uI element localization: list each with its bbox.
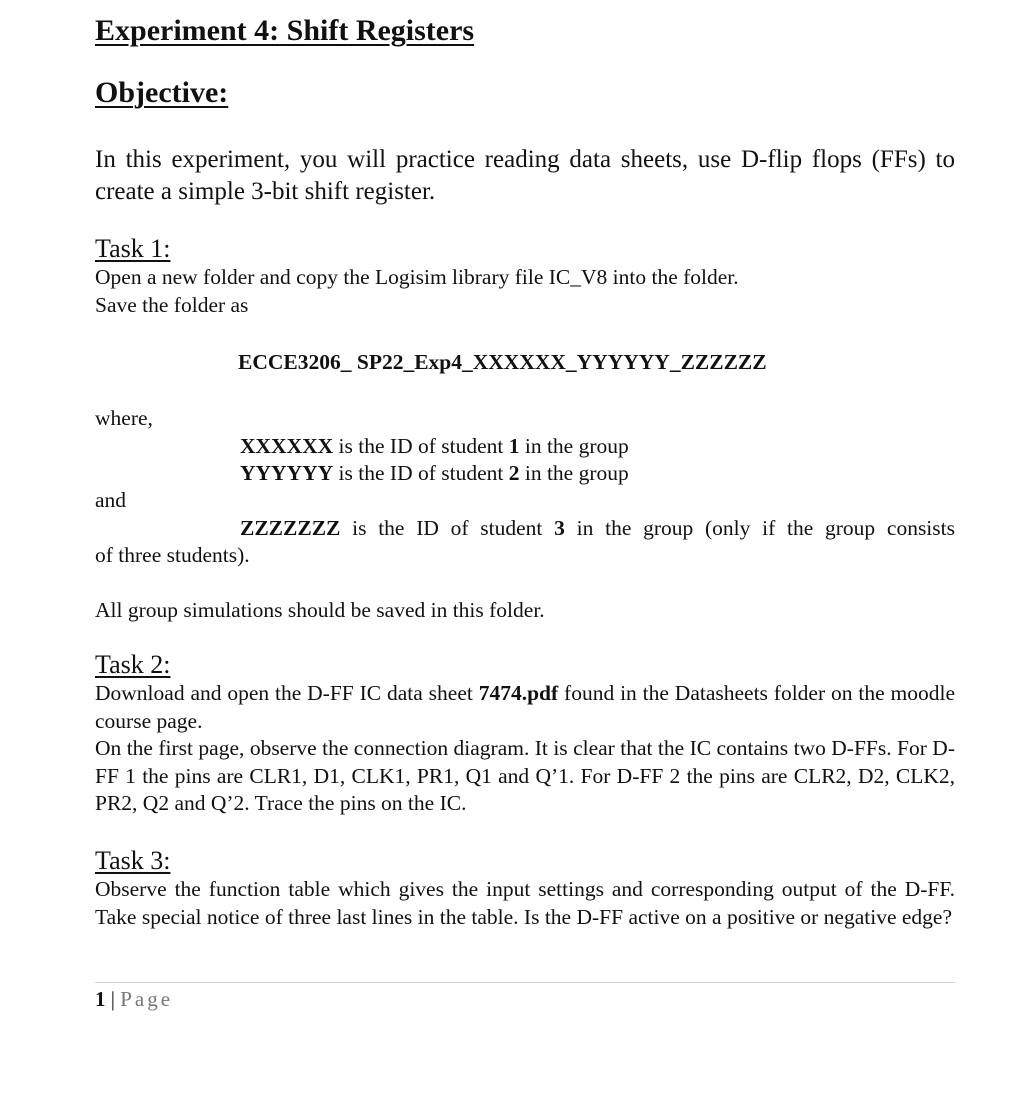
document-title: Experiment 4: Shift Registers xyxy=(95,14,475,47)
task3-section xyxy=(95,846,955,931)
and-label: and xyxy=(95,488,127,512)
task1-section xyxy=(95,234,955,319)
y-num: 2 xyxy=(508,461,520,485)
objective-paragraph: In this experiment, you will practice reading data sheets, use D-flip flops (FFs) to create a simple 3-bit shift register. xyxy=(95,146,955,205)
x-code: XXXXXX xyxy=(240,434,334,458)
student1-id-line xyxy=(240,433,629,461)
z-text-a: is the ID of student xyxy=(340,516,555,540)
task1-title: Task 1: xyxy=(95,234,171,263)
task2-p1-b: found in the Datasheets folder on the moodle course page. xyxy=(95,681,955,733)
student3-continuation: of three students). xyxy=(95,543,250,567)
task3-title: Task 3: xyxy=(95,846,171,875)
x-text-a: is the ID of student xyxy=(333,434,509,458)
z-num: 3 xyxy=(554,516,565,540)
student2-id-line xyxy=(240,460,629,488)
z-text-b: in the group (only if the group consists xyxy=(564,516,955,540)
task3-paragraph: Observe the function table which gives the input settings and corresponding output of the D-FF. Take special notice of three last lines in the table. Is the D-FF active on a positive or negative edge? xyxy=(95,877,955,929)
task2-title: Task 2: xyxy=(95,650,171,679)
z-code: ZZZZZZZ xyxy=(240,516,341,540)
x-text-b: in the group xyxy=(519,434,629,458)
y-code: YYYYYY xyxy=(240,461,334,485)
task1-line1: Open a new folder and copy the Logisim library file IC_V8 into the folder. xyxy=(95,265,739,289)
y-text-b: in the group xyxy=(519,461,629,485)
task1-line2: Save the folder as xyxy=(95,292,249,317)
student3-id-line xyxy=(240,515,955,543)
task2-paragraph1 xyxy=(95,680,955,735)
task2-paragraph2: On the first page, observe the connection diagram. It is clear that the IC contains two D-FFs. For D-FF 1 the pins are CLR1, D1, CLK1, PR1, Q1 and Q’1. For D-FF 2 the pins are CLR2, D2, CLK2, PR2, Q2 and Q’2. Trace the pins on the IC. xyxy=(95,736,955,815)
page-number: 1 xyxy=(95,987,106,1011)
objective-heading: Objective: xyxy=(95,76,229,109)
footer-divider xyxy=(95,982,955,983)
y-text-a: is the ID of student xyxy=(333,461,509,485)
x-num: 1 xyxy=(508,434,520,458)
save-note: All group simulations should be saved in this folder. xyxy=(95,598,545,622)
task2-section xyxy=(95,650,955,818)
footer-separator: | xyxy=(105,987,121,1011)
datasheet-filename: 7474.pdf xyxy=(478,681,559,705)
where-label: where, xyxy=(95,406,153,430)
folder-name: ECCE3206_ SP22_Exp4_XXXXXX_YYYYYY_ZZZZZZ xyxy=(238,350,767,374)
task2-p1-a: Download and open the D-FF IC data sheet xyxy=(95,681,479,705)
page-footer xyxy=(95,987,173,1012)
page-label: Page xyxy=(120,987,174,1011)
